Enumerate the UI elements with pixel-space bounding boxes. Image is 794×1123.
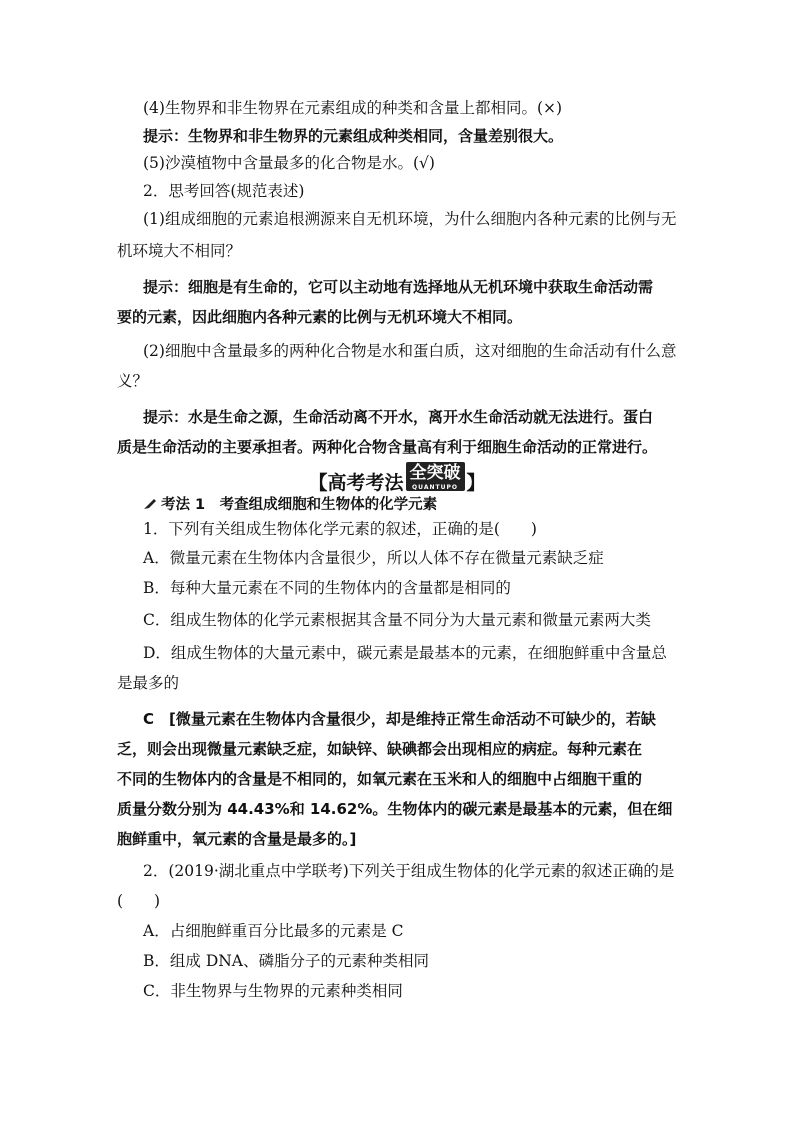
q1-option-c: C．组成生物体的化学元素根据其含量不同分为大量元素和微量元素两大类 (143, 611, 651, 629)
kaofa-title: 考查组成细胞和生物体的化学元素 (219, 497, 438, 513)
banner-badge-text: 全突破 (409, 463, 461, 483)
section-title: 2．思考回答(规范表述) (143, 182, 305, 200)
q2-stem-line-1: 2．(2019·湖北重点中学联考)下列关于组成生物体的化学元素的叙述正确的是 (143, 862, 675, 880)
banner-right-bracket: 】 (466, 472, 486, 494)
judgement-4: (4)生物界和非生物界在元素组成的种类和含量上都相同。(×) (143, 99, 563, 117)
banner-badge (406, 462, 465, 491)
q1-answer-line-3: 不同的生物体内的含量是不相同的，如氧元素在玉米和人的细胞中占细胞干重的 (117, 770, 643, 788)
hint-q1-line-2: 要的元素，因此细胞内各种元素的比例与无机环境大不相同。 (117, 308, 523, 326)
kaofa-heading (143, 494, 437, 516)
q1-answer-line-4: 质量分数分别为 44.43%和 14.62%。生物体内的碳元素是最基本的元素，但在细 (117, 800, 673, 818)
q2-option-a: A．占细胞鲜重百分比最多的元素是 C (143, 922, 404, 940)
pen-icon (143, 498, 157, 510)
q1-answer-line-1: C [微量元素在生物体内含量很少，却是维持正常生命活动不可缺少的，若缺 (143, 710, 656, 728)
q1-option-b: B．每种大量元素在不同的生物体内的含量都是相同的 (143, 579, 511, 597)
hint-q1-line-1: 提示：细胞是有生命的，它可以主动地有选择地从无机环境中获取生命活动需 (143, 278, 654, 296)
banner-left-bracket: 【 (308, 472, 328, 494)
question-1-line-1: (1)组成细胞的元素追根溯源来自无机环境，为什么细胞内各种元素的比例与无 (143, 210, 677, 228)
section-banner (0, 462, 794, 495)
hint-q2-line-1: 提示：水是生命之源，生命活动离不开水，离开水生命活动就无法进行。蛋白 (143, 408, 654, 426)
banner-title: 高考考法 (327, 472, 404, 494)
hint-q2-line-2: 质是生命活动的主要承担者。两种化合物含量高有利于细胞生命活动的正常进行。 (117, 438, 658, 456)
question-1-line-2: 机环境大不相同？ (117, 242, 242, 260)
question-2-line-2: 义？ (117, 372, 149, 390)
q2-option-b: B．组成 DNA、磷脂分子的元素种类相同 (143, 952, 430, 970)
q2-stem-line-2: ( ) (117, 892, 161, 910)
q1-answer-line-5: 胞鲜重中，氧元素的含量是最多的。] (117, 830, 357, 848)
q1-option-a: A．微量元素在生物体内含量很少，所以人体不存在微量元素缺乏症 (143, 549, 604, 567)
q1-option-d-line-1: D．组成生物体的大量元素中，碳元素是最基本的元素，在细胞鲜重中含量总 (143, 644, 667, 662)
banner-badge-sub: QUANTUPO (412, 484, 458, 491)
q2-option-c: C．非生物界与生物界的元素种类相同 (143, 982, 403, 1000)
q1-option-d-line-2: 是最多的 (117, 674, 180, 692)
q1-answer-line-2: 乏，则会出现微量元素缺乏症，如缺锌、缺碘都会出现相应的病症。每种元素在 (117, 740, 643, 758)
judgement-5: (5)沙漠植物中含量最多的化合物是水。(√) (143, 154, 435, 172)
q1-stem: 1．下列有关组成生物体化学元素的叙述，正确的是( ) (143, 520, 537, 538)
kaofa-label: 考法 1 (161, 497, 206, 513)
question-2-line-1: (2)细胞中含量最多的两种化合物是水和蛋白质，这对细胞的生命活动有什么意 (143, 342, 677, 360)
hint-4: 提示：生物界和非生物界的元素组成种类相同，含量差别很大。 (143, 127, 564, 145)
